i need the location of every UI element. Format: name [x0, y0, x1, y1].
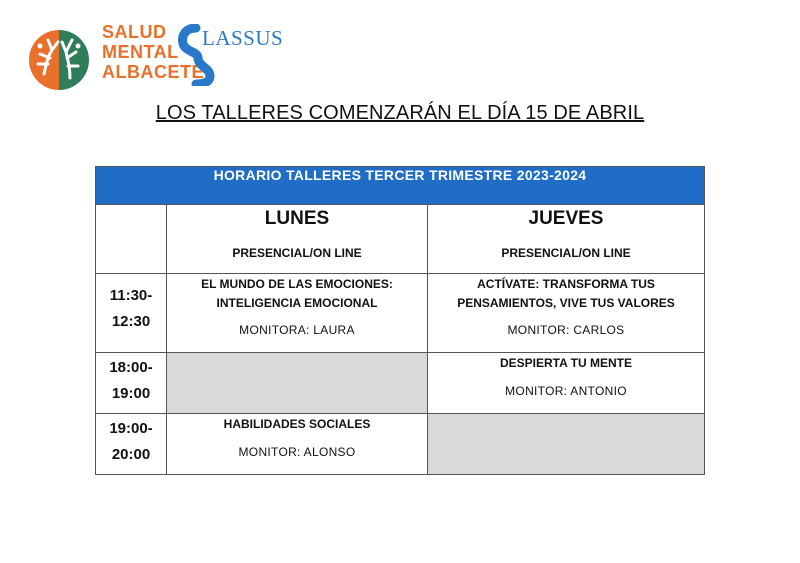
day-name: LUNES: [264, 208, 330, 229]
logo-line-2: MENTAL: [102, 42, 179, 62]
corner-cell: [96, 205, 167, 274]
workshop-name: HABILIDADES SOCIALES: [223, 417, 371, 431]
day-header-monday: [167, 205, 428, 274]
day-header-row: [96, 205, 705, 274]
workshop-cell: [167, 274, 428, 353]
tree-figure-icon: [26, 28, 92, 90]
time-start: 11:30-: [109, 287, 153, 304]
workshop-monitor: MONITOR: CARLOS: [507, 323, 625, 337]
table-title: HORARIO TALLERES TERCER TRIMESTRE 2023-2024: [96, 167, 705, 205]
day-header-thursday: [428, 205, 705, 274]
schedule-table: [95, 166, 705, 475]
table-row: [96, 414, 705, 475]
headline: LOS TALLERES COMENZARÁN EL DÍA 15 DE ABRIL: [155, 102, 645, 124]
workshop-monitor: MONITOR: ALONSO: [238, 445, 356, 459]
workshop-cell: [428, 274, 705, 353]
workshop-monitor: MONITOR: ANTONIO: [505, 384, 627, 398]
table-row: [96, 353, 705, 414]
workshop-cell: [167, 414, 428, 475]
time-start: 18:00-: [109, 359, 153, 376]
lassus-wordmark: LASSUS: [202, 26, 284, 50]
workshop-cell: [428, 353, 705, 414]
time-cell: [96, 274, 167, 353]
workshop-name: INTELIGENCIA EMOCIONAL: [216, 296, 378, 310]
day-mode: PRESENCIAL/ON LINE: [232, 246, 362, 260]
table-row: [96, 274, 705, 353]
table-title-row: [96, 167, 705, 205]
day-mode: PRESENCIAL/ON LINE: [501, 246, 631, 260]
workshop-name: ACTÍVATE: TRANSFORMA TUS: [477, 277, 655, 291]
empty-cell: [167, 353, 428, 414]
time-end: 19:00: [111, 385, 151, 402]
empty-cell: [428, 414, 705, 475]
lassus-logo: [176, 24, 286, 86]
time-start: 19:00-: [109, 420, 153, 437]
day-name: JUEVES: [528, 208, 604, 229]
time-end: 12:30: [111, 313, 151, 330]
logo-salud-mental-albacete: [26, 20, 284, 90]
workshop-name: PENSAMIENTOS, VIVE TUS VALORES: [457, 296, 675, 310]
time-cell: [96, 353, 167, 414]
logo-line-3: ALBACETE: [102, 62, 204, 82]
logo-line-1: SALUD: [102, 22, 167, 42]
time-cell: [96, 414, 167, 475]
time-end: 20:00: [111, 446, 151, 463]
workshop-name: EL MUNDO DE LAS EMOCIONES:: [201, 277, 393, 291]
workshop-monitor: MONITORA: LAURA: [239, 323, 355, 337]
workshop-name: DESPIERTA TU MENTE: [499, 356, 632, 370]
